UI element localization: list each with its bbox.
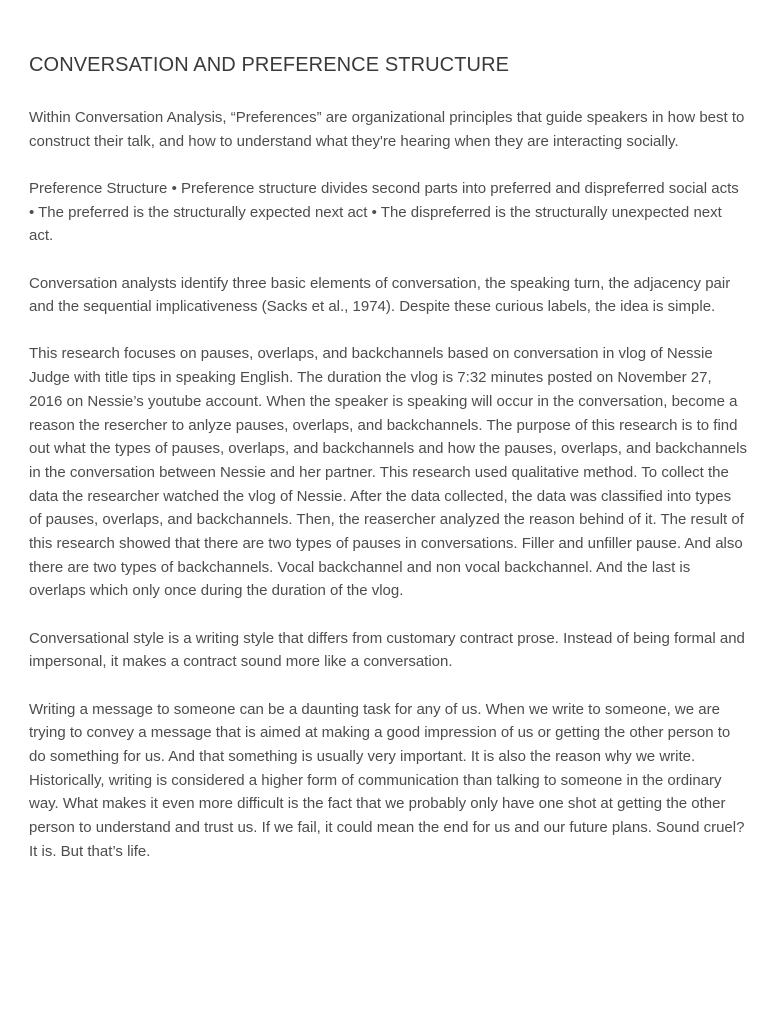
page-title: CONVERSATION AND PREFERENCE STRUCTURE (29, 54, 510, 76)
paragraph-writing-message: Writing a message to someone can be a daunting task for any of us. When we write to someone, we are trying to convey a message that is aimed at making a good impression of us or getting the other person to do something for us. And that something is usually very important. It is also the reason why we write. (29, 700, 731, 765)
paragraph-preference-structure: Preference Structure • Preference structure divides second parts into preferred and dispreferred social acts • The preferred is the structurally expected next act • The dispreferred is the structurally unexpected next act. (29, 179, 739, 245)
paragraph-preferences-intro: Within Conversation Analysis, “Preferences” are organizational principles that guide speakers in how best to construct their talk, and how to understand what they're hearing when they are interacting socially. (29, 109, 745, 150)
paragraph-conversation-elements: Conversation analysts identify three basic elements of conversation, the speaking turn, the adjacency pair and the sequential implicativeness (Sacks et al., 1974). Despite these curious labels, the idea is simple. (29, 274, 731, 316)
paragraph-writing-history: Historically, writing is considered a higher form of communication than talking to someone in the ordinary way. What makes it even more difficult is the fact that we probably only have one shot at getting the other person to understand and trust us. If we fail, it could mean the end for us and our future plans. Sound cruel? It is. But that’s life. (29, 771, 745, 860)
paragraph-conversational-style: Conversational style is a writing style that differs from customary contract prose. Instead of being formal and impersonal, it makes a contract sound more like a conversation. (29, 629, 745, 671)
article (29, 52, 747, 887)
paragraph-research-summary: This research focuses on pauses, overlaps, and backchannels based on conversation in vlog of Nessie Judge with title tips in speaking English. The duration the vlog is 7:32 minutes posted on November 27, 2016 on Nessie’s youtube account. When the speaker is speaking will occur in the conversation, become a reason the resercher to anlyze pauses, overlaps, and backchannels. The purpose of this research is to find out what the types of pauses, overlaps, and backchannels and how the pauses, overlaps, and backchannels in the conversation between Nessie and her partner. This research used qualitative method. To collect the data the researcher watched the vlog of Nessie. After the data collected, the data was classified into types of pauses, overlaps, and backchannels. Then, the reasercher analyzed the reason behind of it. The result of this research showed that there are two types of pauses in conversations. Filler and unfiller pause. And also there are two types of backchannels. Vocal backchannel and non vocal backchannel. And the last is overlaps which only once during the duration of the vlog. (29, 345, 747, 600)
